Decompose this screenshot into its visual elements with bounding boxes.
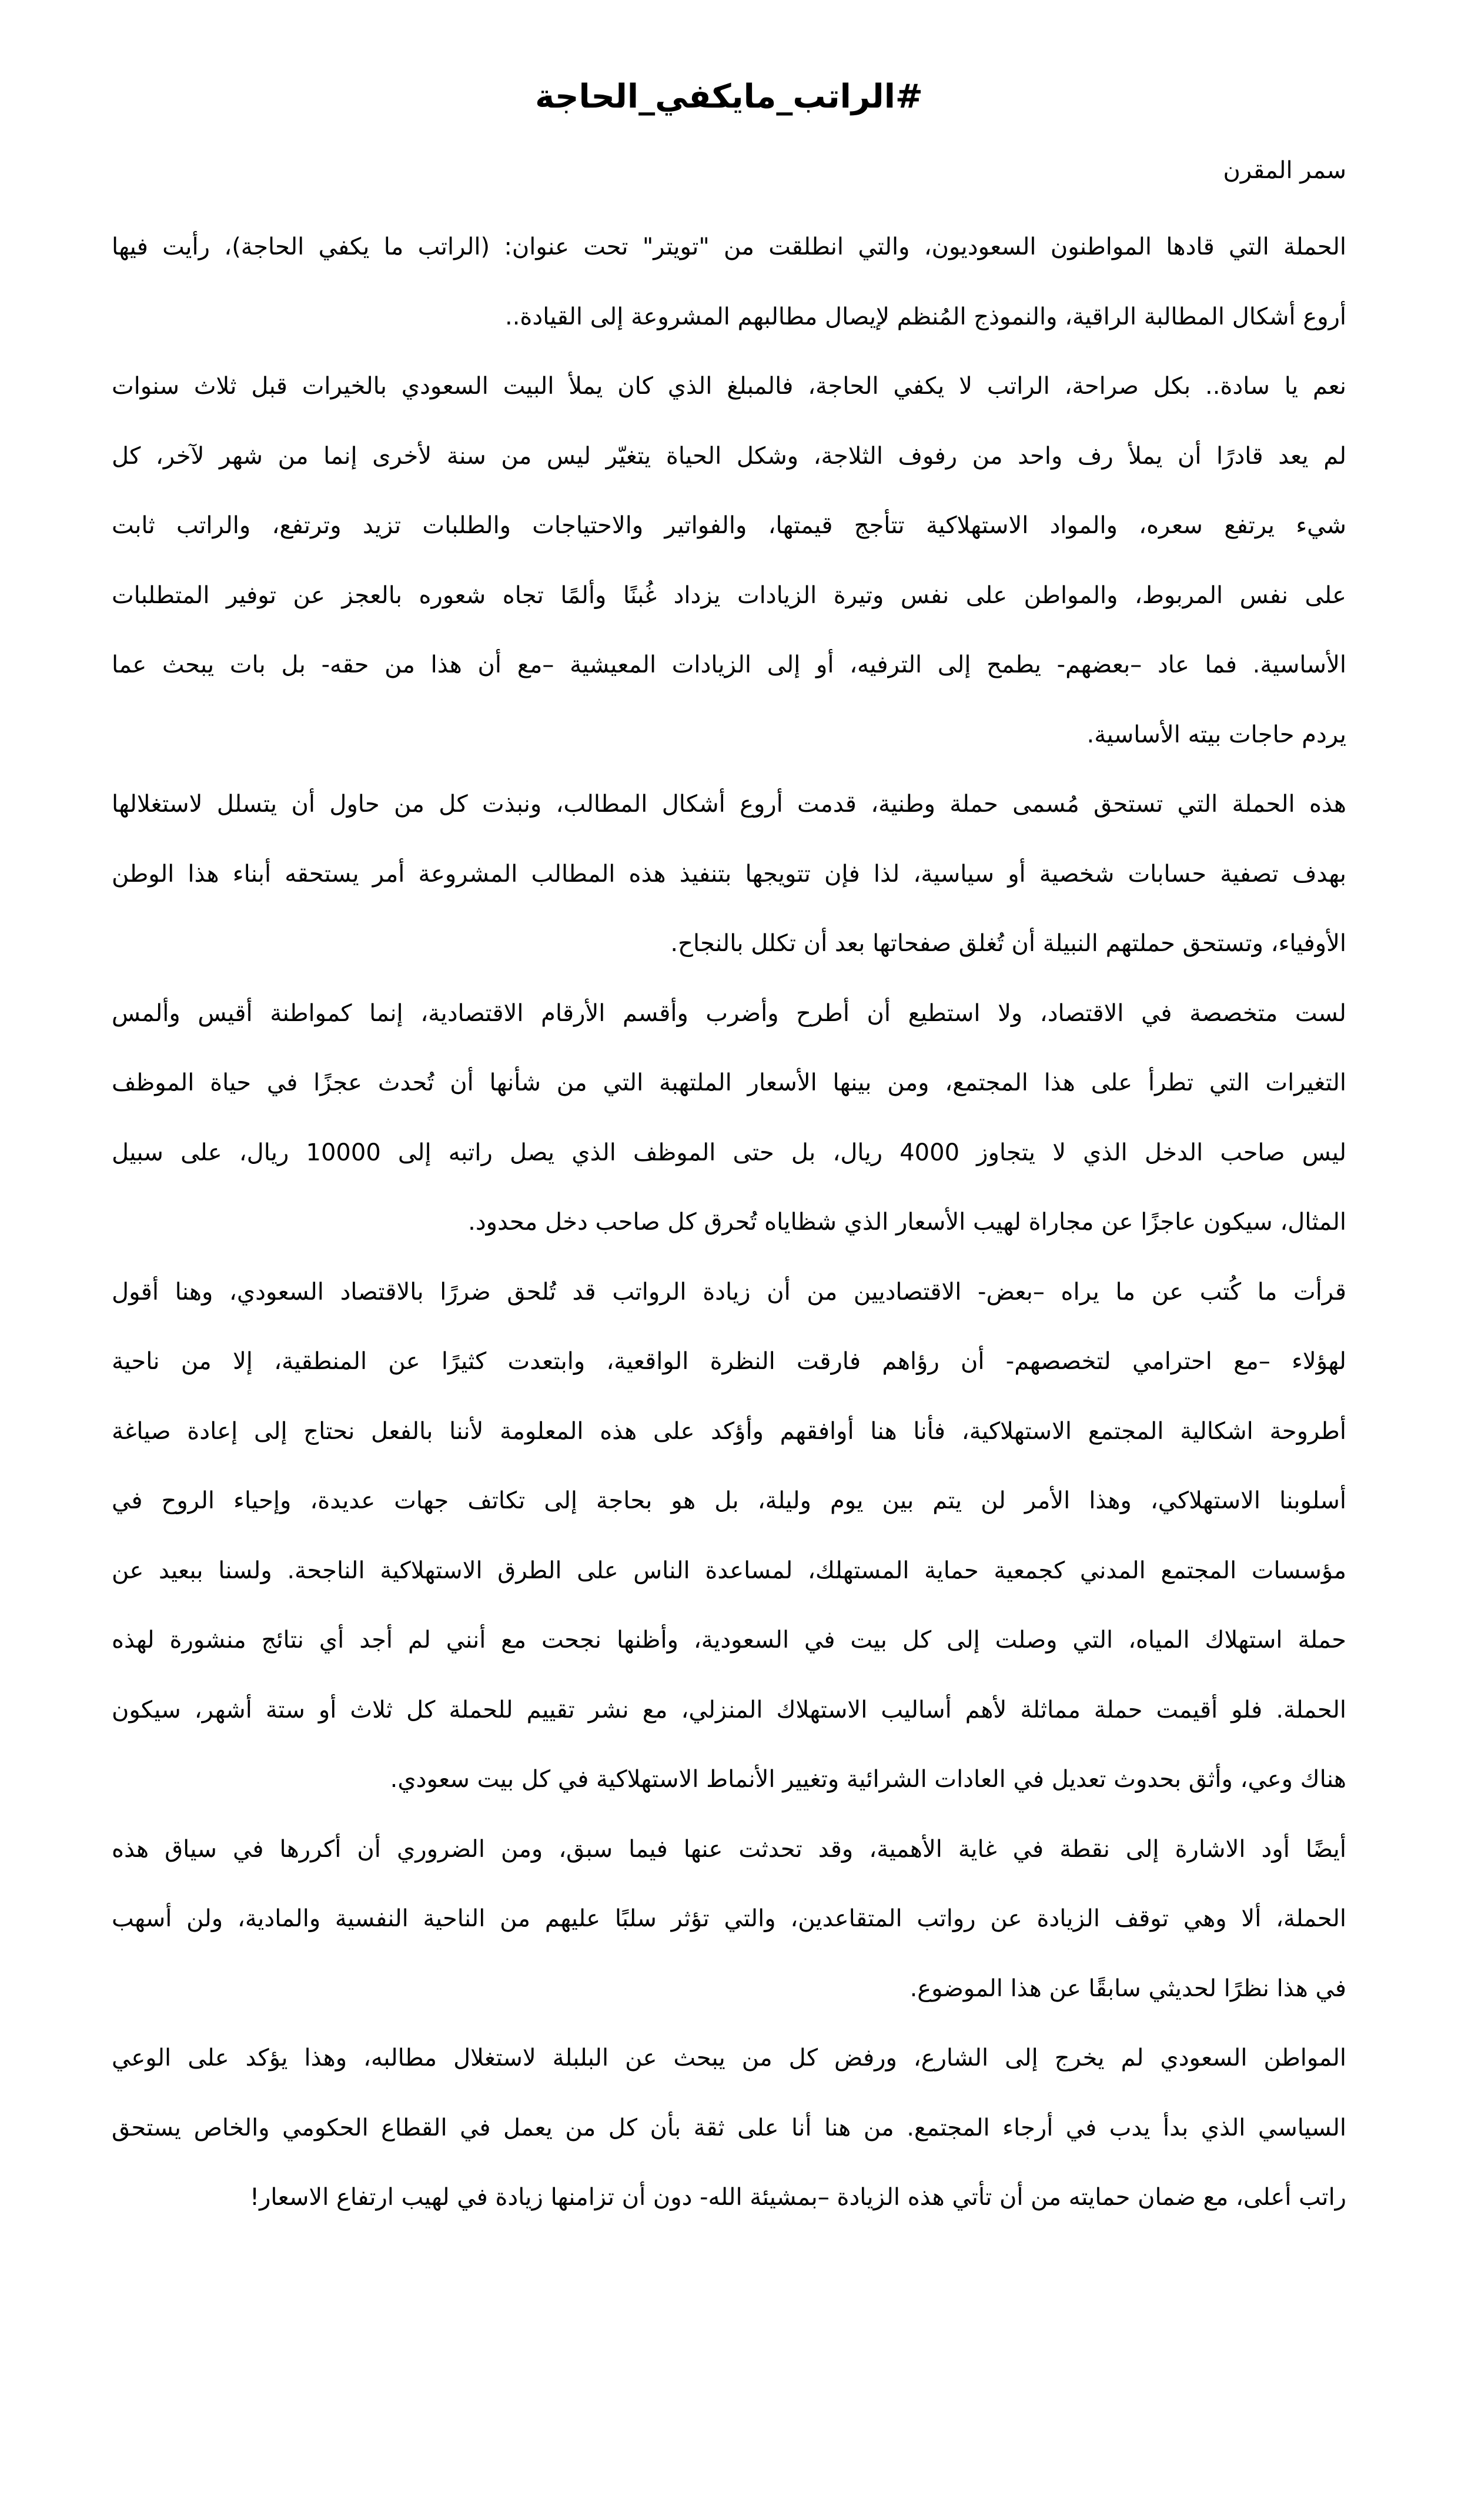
text-line: لست متخصصة في الاقتصاد، ولا استطيع أن أطرح وأضرب وأقسم الأرقام الاقتصادية، إنما كمواطنة أقيس وألمس xyxy=(112,1000,1346,1027)
text-line: الأوفياء، وتستحق حملتهم النبيلة أن تُغلق صفحاتها بعد أن تكلل بالنجاح. xyxy=(670,930,1346,957)
text-line: الحملة. فلو أقيمت حملة مماثلة لأهم أساليب الاستهلاك المنزلي، مع نشر تقييم للحملة كل ثلاث أو ستة أشهر، سيكون xyxy=(112,1696,1346,1723)
text-line: هذه الحملة التي تستحق مُسمى حملة وطنية، قدمت أروع أشكال المطالب، ونبذت كل من حاول أن يتسلل لاستغلالها xyxy=(112,791,1346,818)
text-line: مؤسسات المجتمع المدني كجمعية حماية المستهلك، لمساعدة الناس على الطرق الاستهلاكية الناجحة. ولسنا ببعيد عن xyxy=(112,1557,1346,1584)
text-line: المثال، سيكون عاجزًا عن مجاراة لهيب الأسعار الذي شظاياه تُحرق كل صاحب دخل محدود. xyxy=(468,1209,1346,1236)
text-line: لهؤلاء –مع احترامي لتخصصهم- أن رؤاهم فارقت النظرة الواقعية، وابتعدت كثيرًا عن المنطقية، إلا من ناحية xyxy=(112,1348,1346,1375)
text-line: يردم حاجات بيته الأساسية. xyxy=(1086,721,1346,748)
text-line: بهدف تصفية حسابات شخصية أو سياسية، لذا فإن تتويجها بتنفيذ هذه المطالب المشروعة أمر يستحقه أبناء هذا الوطن xyxy=(112,861,1346,888)
text-line: نعم يا سادة.. بكل صراحة، الراتب لا يكفي الحاجة، فالمبلغ الذي كان يملأ البيت السعودي بالخيرات قبل ثلاث سنوات xyxy=(112,373,1346,400)
text-line: في هذا نظرًا لحديثي سابقًا عن هذا الموضوع. xyxy=(909,1975,1346,2002)
text-line: السياسي الذي بدأ يدب في أرجاء المجتمع. من هنا أنا على ثقة بأن كل من يعمل في القطاع الحكومي والخاص يستحق xyxy=(112,2114,1346,2141)
text-line: هناك وعي، وأثق بحدوث تعديل في العادات الشرائية وتغيير الأنماط الاستهلاكية في كل بيت سعودي. xyxy=(390,1766,1346,1793)
text-line: ليس صاحب الدخل الذي لا يتجاوز 4000 ريال، بل حتى الموظف الذي يصل راتبه إلى 10000 ريال، على سبيل xyxy=(112,1139,1346,1166)
author-name: سمر المقرن xyxy=(1223,157,1346,184)
text-line: التغيرات التي تطرأ على هذا المجتمع، ومن بينها الأسعار الملتهبة التي من شأنها أن تُحدث عجزًا في حياة الموظف xyxy=(112,1069,1346,1096)
text-line: راتب أعلى، مع ضمان حمايته من أن تأتي هذه الزيادة –بمشيئة الله- دون أن تزامنها زيادة في لهيب ارتفاع الاسعار! xyxy=(250,2184,1346,2211)
text-line: قرأت ما كُتب عن ما يراه –بعض- الاقتصاديين من أن زيادة الرواتب قد تُلحق ضررًا بالاقتصاد السعودي، وهنا أقول xyxy=(112,1279,1346,1306)
text-line: على نفس المربوط، والمواطن على نفس وتيرة الزيادات يزداد غُبنًا وألمًا تجاه شعوره بالعجز عن توفير المتطلبات xyxy=(112,582,1346,609)
text-line: أروع أشكال المطالبة الراقية، والنموذج المُنظم لإيصال مطالبهم المشروعة إلى القيادة.. xyxy=(505,303,1346,330)
text-line: لم يعد قادرًا أن يملأ رف واحد من رفوف الثلاجة، وشكل الحياة يتغيّر ليس من سنة لأخرى إنما من شهر لآخر، كل xyxy=(112,443,1346,470)
text-line: المواطن السعودي لم يخرج إلى الشارع، ورفض كل من يبحث عن البلبلة لاستغلال مطالبه، وهذا يؤكد على الوعي xyxy=(112,2044,1346,2071)
article-title: #الراتب_مايكفي_الحاجة xyxy=(535,78,923,116)
text-line: الحملة التي قادها المواطنون السعوديون، والتي انطلقت من "تويتر" تحت عنوان: (الراتب ما يكفي الحاجة)، رأيت فيها xyxy=(112,233,1346,260)
text-line: الأساسية. فما عاد –بعضهم- يطمح إلى الترفيه، أو إلى الزيادات المعيشية –مع أن هذا من حقه- بل بات يبحث عما xyxy=(112,651,1346,678)
text-line: الحملة، ألا وهي توقف الزيادة عن رواتب المتقاعدين، والتي تؤثر سلبًا عليهم من الناحية النفسية والمادية، ولن أسهب xyxy=(112,1905,1346,1932)
text-line: شيء يرتفع سعره، والمواد الاستهلاكية تتأجج قيمتها، والفواتير والاحتياجات والطلبات تزيد وترتفع، والراتب ثابت xyxy=(112,512,1346,539)
text-line: أسلوبنا الاستهلاكي، وهذا الأمر لن يتم بين يوم وليلة، بل هو بحاجة إلى تكاتف جهات عديدة، وإحياء الروح في xyxy=(112,1487,1346,1514)
text-line: أطروحة اشكالية المجتمع الاستهلاكية، فأنا هنا أوافقهم وأؤكد على هذه المعلومة لأننا بالفعل نحتاج إلى إعادة صياغة xyxy=(112,1418,1346,1445)
text-line: حملة استهلاك المياه، التي وصلت إلى كل بيت في السعودية، وأظنها نجحت مع أنني لم أجد أي نتائج منشورة لهذه xyxy=(112,1627,1346,1654)
text-line: أيضًا أود الاشارة إلى نقطة في غاية الأهمية، وقد تحدثت عنها فيما سبق، ومن الضروري أن أكررها في سياق هذه xyxy=(112,1836,1346,1863)
